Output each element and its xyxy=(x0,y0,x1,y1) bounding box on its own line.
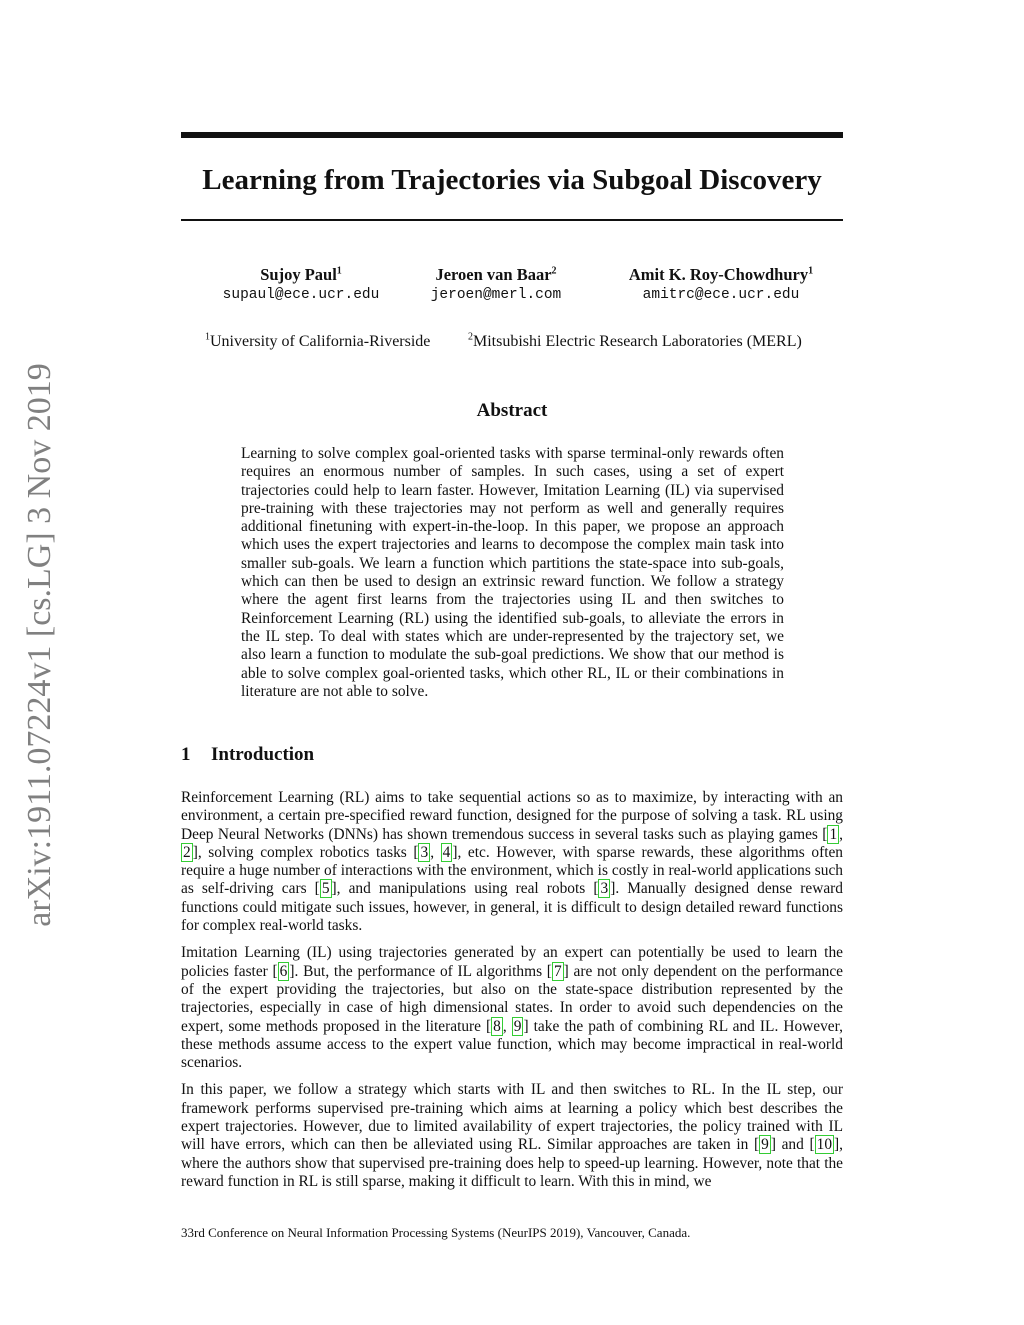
title-rule-top xyxy=(181,132,843,138)
author-name: Sujoy Paul xyxy=(260,265,337,284)
citation-link[interactable]: 3 xyxy=(600,880,609,898)
citation-link[interactable]: 8 xyxy=(493,1017,501,1035)
section-heading xyxy=(181,743,314,767)
author-email[interactable]: amitrc@ece.ucr.edu xyxy=(642,287,800,303)
author-3 xyxy=(601,265,841,305)
citation-link[interactable]: 4 xyxy=(442,843,451,861)
affil-mark: 1 xyxy=(205,331,210,343)
text-run: , xyxy=(502,1017,512,1035)
citation-link[interactable]: 9 xyxy=(513,1017,522,1035)
citation-link[interactable]: 9 xyxy=(761,1136,769,1154)
text-run: ] and [ xyxy=(770,1136,815,1154)
paragraph-2 xyxy=(181,944,843,1072)
section-title: Introduction xyxy=(211,744,315,765)
author-1 xyxy=(181,265,421,305)
arxiv-stamp: arXiv:1911.07224v1 [cs.LG] 3 Nov 2019 xyxy=(21,363,58,927)
affiliation-2 xyxy=(468,332,802,352)
citation-link[interactable]: 7 xyxy=(553,962,562,980)
section-number: 1 xyxy=(181,744,191,765)
author-affil-mark: 1 xyxy=(336,265,342,277)
abstract-text: Learning to solve complex goal-oriented tasks with sparse terminal-only rewards often requires an enormous number of samples. In such cases, using a set of expert trajectories could help to learn faster. However, Imitation Learning (IL) via supervised pre-training with these trajectories may not perform as well and generally requires additional finetuning with expert-in-the-loop. In this paper, we propose an approach which uses the expert trajectories and learns to decompose the complex main task into smaller sub-goals. We learn a function which partitions the state-space into sub-goals, which can then be used to design an extrinsic reward function. We follow a strategy where the agent first learns from the trajectories using IL and then switches to Reinforcement Learning (RL) using the identified sub-goals, to alleviate the errors in the IL step. To deal with states which are under-represented by the trajectory set, we also learn a function to modulate the sub-goal predictions. We show that our method is able to solve complex goal-oriented tasks, which other RL, IL or their combinations in literature are not able to solve. xyxy=(241,445,784,700)
citation-link[interactable]: 5 xyxy=(321,880,330,898)
author-email[interactable]: supaul@ece.ucr.edu xyxy=(222,287,380,303)
author-name: Amit K. Roy-Chowdhury xyxy=(628,265,809,284)
text-run: ]. Manually designed dense reward functions could mitigate such issues, however, in general, it is difficult to design detailed reward functions for complex real-world tasks. xyxy=(181,880,843,935)
author-affil-mark: 2 xyxy=(551,265,557,277)
citation-link[interactable]: 3 xyxy=(420,843,429,861)
text-run: ], where the authors show that supervised pre-training does help to speed-up learning. However, note that the reward function in RL is still sparse, making it difficult to learn. With this in mind, we xyxy=(181,1136,843,1190)
paragraph-1 xyxy=(181,789,843,935)
body-text xyxy=(181,789,843,1200)
paragraph-3 xyxy=(181,1081,843,1191)
text-run: ] take the path of combining RL and IL. However, these methods assume access to the expert value function, which may become impractical in real-world scenarios. xyxy=(181,1017,843,1072)
affil-text: University of California-Riverside xyxy=(210,333,431,350)
author-name: Jeroen van Baar xyxy=(435,265,552,284)
abstract-heading: Abstract xyxy=(476,400,548,421)
citation-link[interactable]: 1 xyxy=(829,825,838,843)
citation-link[interactable]: 2 xyxy=(183,843,191,861)
text-run: ], solving complex robotics tasks [ xyxy=(192,843,419,861)
text-run: , xyxy=(430,843,441,861)
paper-title: Learning from Trajectories via Subgoal Discovery xyxy=(202,164,822,196)
citation-link[interactable]: 6 xyxy=(279,962,288,980)
affil-mark: 2 xyxy=(468,331,473,343)
text-run: ], etc. However, with sparse rewards, these algorithms often require a huge number of interactions with the environment, which is costly in real-world applications such as self-driving cars [ xyxy=(181,843,843,898)
affil-text: Mitsubishi Electric Research Laboratories (MERL) xyxy=(473,333,802,350)
text-run: ] are not only dependent on the performance of the expert providing the trajectories, but also on the state-space distribution represented by the trajectories, especially in case of high dimensional states. In order to avoid such dependencies on the expert, some methods proposed in the literature [ xyxy=(181,962,843,1035)
text-run: , xyxy=(839,825,843,843)
text-run: Imitation Learning (IL) using trajectories generated by an expert can potentially be used to learn the policies faster [ xyxy=(181,944,843,980)
citation-link[interactable]: 10 xyxy=(816,1136,833,1154)
text-run: Reinforcement Learning (RL) aims to take sequential actions so as to maximize, by interacting with an environment, a certain pre-specified reward function, designed for the purpose of solving a task. RL using Deep Neural Networks (DNNs) has shown tremendous success in several tasks such as playing games [ xyxy=(181,789,843,843)
text-run: ], and manipulations using real robots [ xyxy=(331,880,599,898)
affiliation-1 xyxy=(205,332,430,352)
title-rule-bottom xyxy=(181,219,843,221)
text-run: ]. But, the performance of IL algorithms [ xyxy=(289,962,552,980)
author-affil-mark: 1 xyxy=(808,265,814,277)
conference-footnote: 33rd Conference on Neural Information Processing Systems (NeurIPS 2019), Vancouver, Canada. xyxy=(181,1225,691,1240)
text-run: In this paper, we follow a strategy which starts with IL and then switches to RL. In the IL step, our framework performs supervised pre-training which aims at learning a policy which best describes the expert trajectories. However, due to limited availability of expert trajectories, the policy trained with IL will have errors, which can then be alleviated using RL. Similar approaches are taken in [ xyxy=(181,1081,843,1154)
author-2 xyxy=(406,265,586,305)
author-email[interactable]: jeroen@merl.com xyxy=(430,287,562,303)
